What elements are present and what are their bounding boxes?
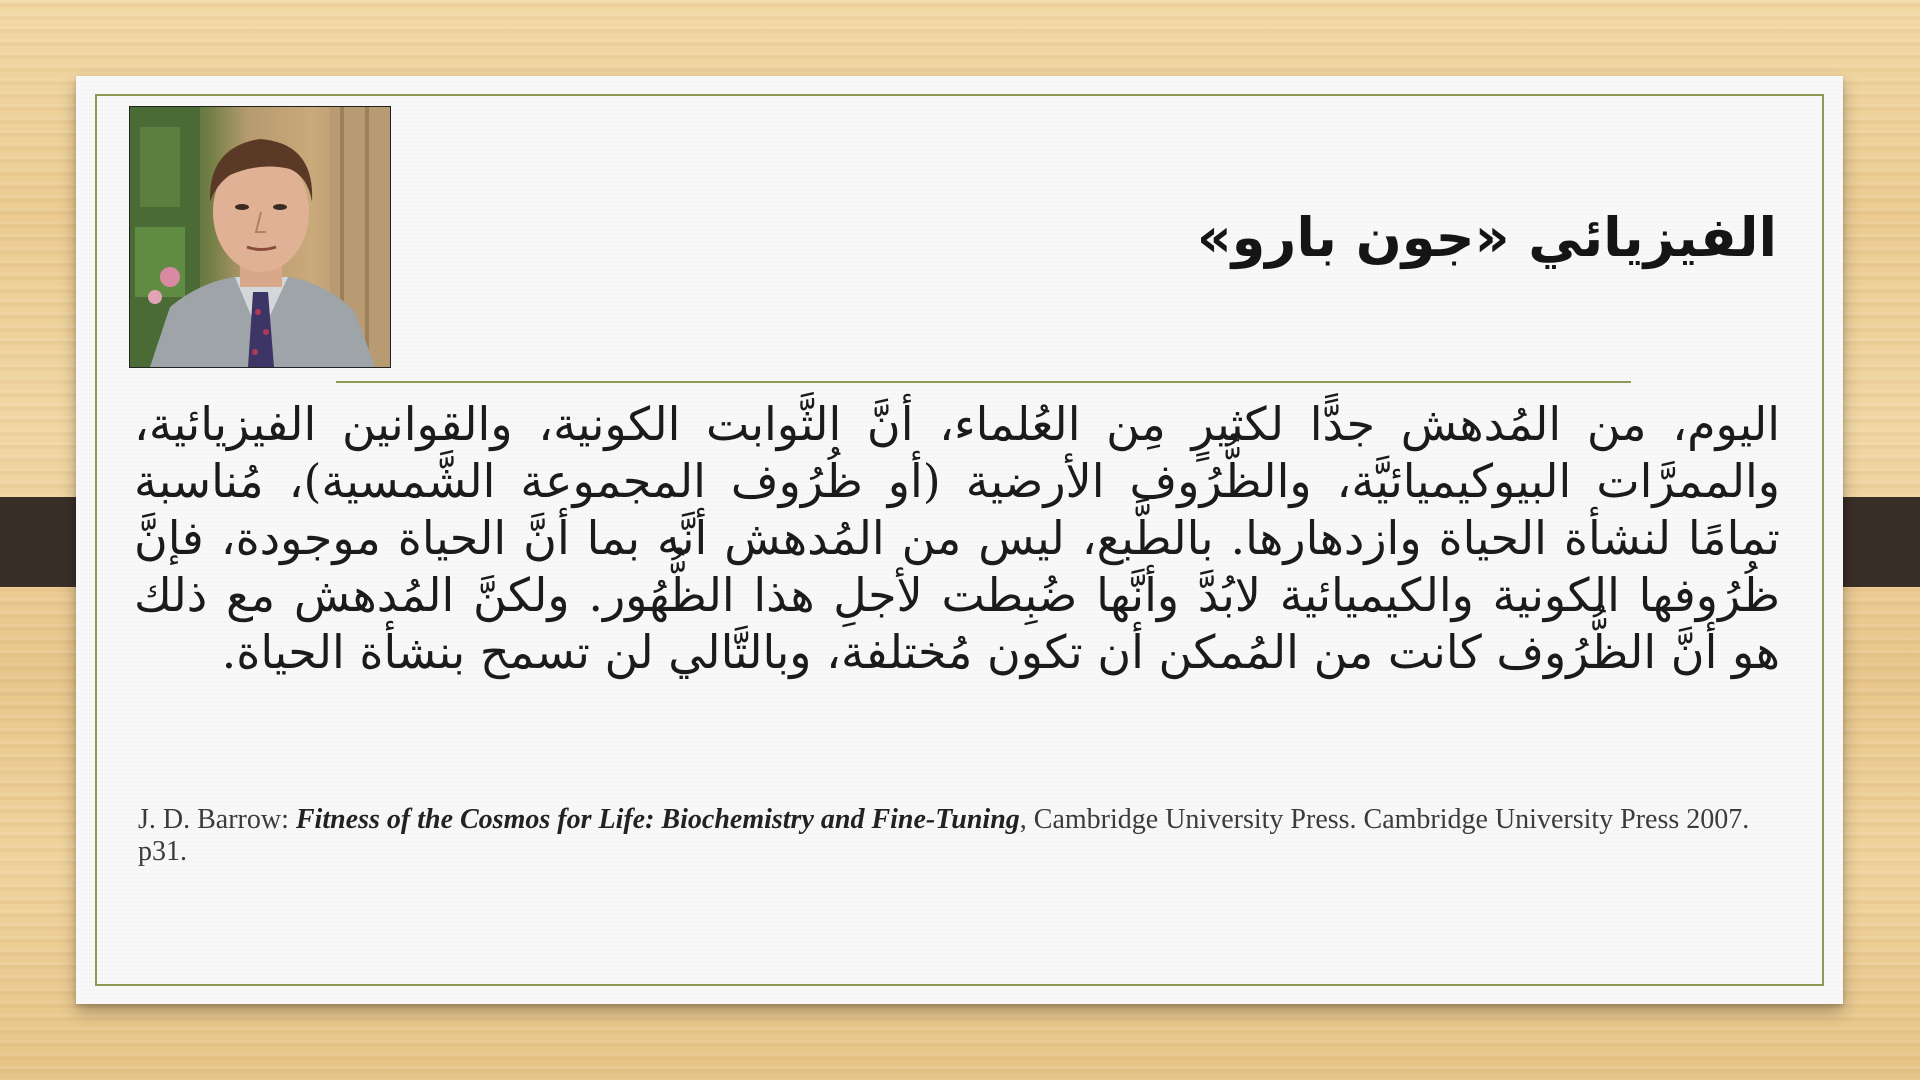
portrait-photo (129, 106, 391, 368)
title-divider (336, 381, 1631, 383)
citation (138, 804, 1798, 868)
slide-card (76, 76, 1843, 1004)
citation-book-title: Fitness of the Cosmos for Life: Biochemistry and Fine-Tuning (295, 804, 1020, 835)
quote-text: اليوم، من المُدهش جدًّا لكثيرٍ مِن العُلماء، أنَّ الثَّوابت الكونية، والقوانين الفيزيائية، والممرَّات البيوكيميائيَّة، والظُّرُوف الأرضية (أو ظُرُوف المجموعة الشَّمسية)، مُناسبة تمامًا لنشأة الحياة وازدهارها. بالطَّبع، ليس من المُدهش أنَّه بما أنَّ الحياة موجودة، فإنَّ ظُرُوفها الكونية والكيميائية لابُدَّ وأنَّها ضُبِطت لأجلِ هذا الظُّهُور. ولكنَّ المُدهش مع ذلك هو أنَّ الظُّرُوف كانت من المُمكن أن تكون مُختلفة، وبالتَّالي لن تسمح بنشأة الحياة. (134, 397, 1780, 679)
citation-publisher: , Cambridge University Press. Cambridge University Press 2007. p31. (138, 804, 1750, 867)
slide-title: الفيزيائي «جون بارو» (1196, 206, 1777, 269)
citation-author: J. D. Barrow: (138, 804, 296, 835)
